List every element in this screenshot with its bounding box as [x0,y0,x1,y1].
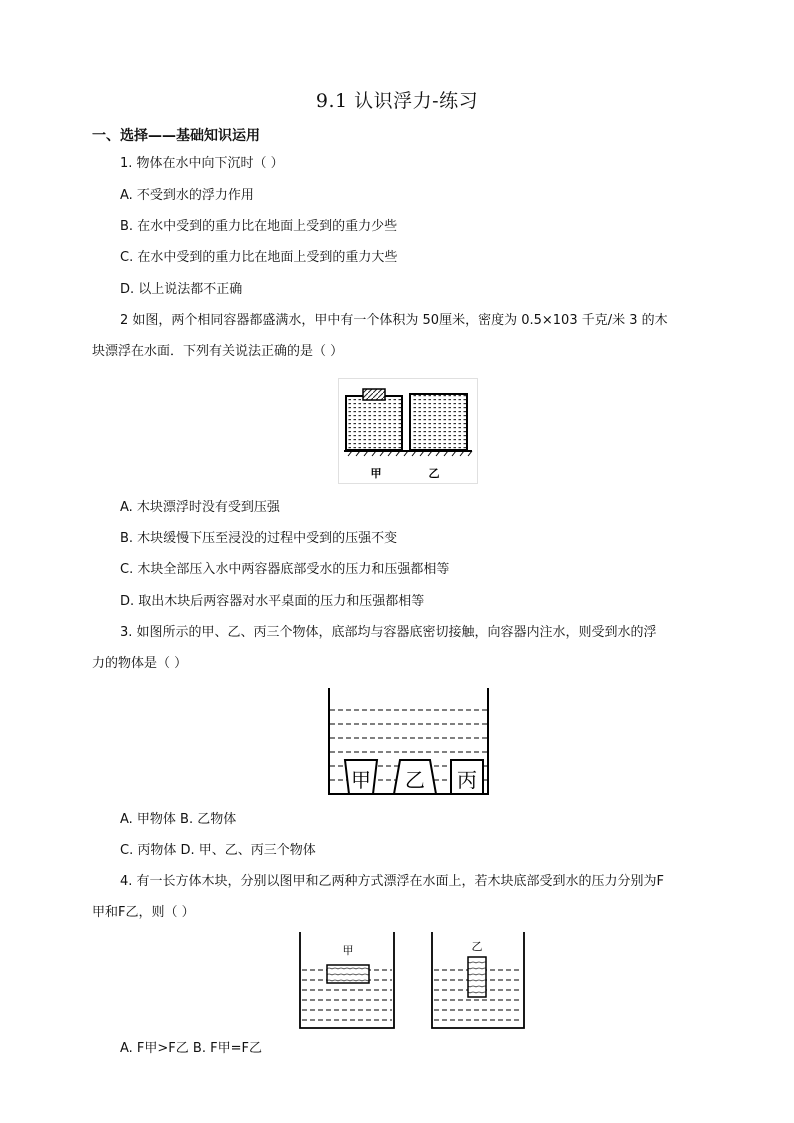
q2-stem-line2: 块漂浮在水面．下列有关说法正确的是（ ） [92,344,344,359]
q1-stem: 1. 物体在水中向下沉时（ ） [120,156,284,171]
q4-block-jia [327,965,369,983]
q2-label-yi: 乙 [428,467,440,480]
q3-label-jia: 甲 [351,768,371,792]
q3-label-bing: 丙 [457,768,477,792]
q2-figure [338,378,478,484]
q3-label-yi: 乙 [405,768,425,792]
q4-stem-line2: 甲和F乙，则（ ） [92,905,195,920]
container-yi [410,394,467,450]
q4-block-yi [468,957,486,997]
q3-option-ab: A. 甲物体 B. 乙物体 [120,812,237,827]
q2-option-a: A. 木块漂浮时没有受到压强 [120,500,280,515]
q2-option-b: B. 木块缓慢下压至浸没的过程中受到的压强不变 [120,531,398,546]
q3-stem-line2: 力的物体是（ ） [92,656,188,671]
q1-option-a: A. 不受到水的浮力作用 [120,188,254,203]
q4-option-ab: A. F甲>F乙 B. F甲=F乙 [120,1041,262,1056]
q4-label-jia: 甲 [342,944,354,957]
q4-stem-line1: 4. 有一长方体木块，分别以图甲和乙两种方式漂浮在水面上，若木块底部受到水的压力分别为F [120,874,665,889]
q3-stem-line1: 3. 如图所示的甲、乙、丙三个物体，底部均与容器底密切接触，向容器内注水，则受到水的浮 [120,625,657,640]
q4-label-yi: 乙 [471,940,483,953]
q3-option-cd: C. 丙物体 D. 甲、乙、丙三个物体 [120,843,316,858]
q4-figure [296,930,528,1032]
q2-option-c: C. 木块全部压入水中两容器底部受水的压力和压强都相等 [120,562,450,577]
q1-option-b: B. 在水中受到的重力比在地面上受到的重力少些 [120,219,398,234]
q3-figure [326,686,492,798]
container-jia [346,396,402,450]
q1-option-d: D. 以上说法都不正确 [120,282,243,297]
q2-option-d: D. 取出木块后两容器对水平桌面的压力和压强都相等 [120,594,425,609]
section-heading: 一、选择——基础知识运用 [92,128,260,144]
q2-stem-line1: 2 如图，两个相同容器都盛满水，甲中有一个体积为 50厘米，密度为 0.5×103 千克/米 3 的木 [120,313,668,328]
q2-label-jia: 甲 [370,467,382,480]
page-title: 9.1 认识浮力-练习 [315,90,479,112]
wood-block [363,389,385,400]
q1-option-c: C. 在水中受到的重力比在地面上受到的重力大些 [120,250,398,265]
